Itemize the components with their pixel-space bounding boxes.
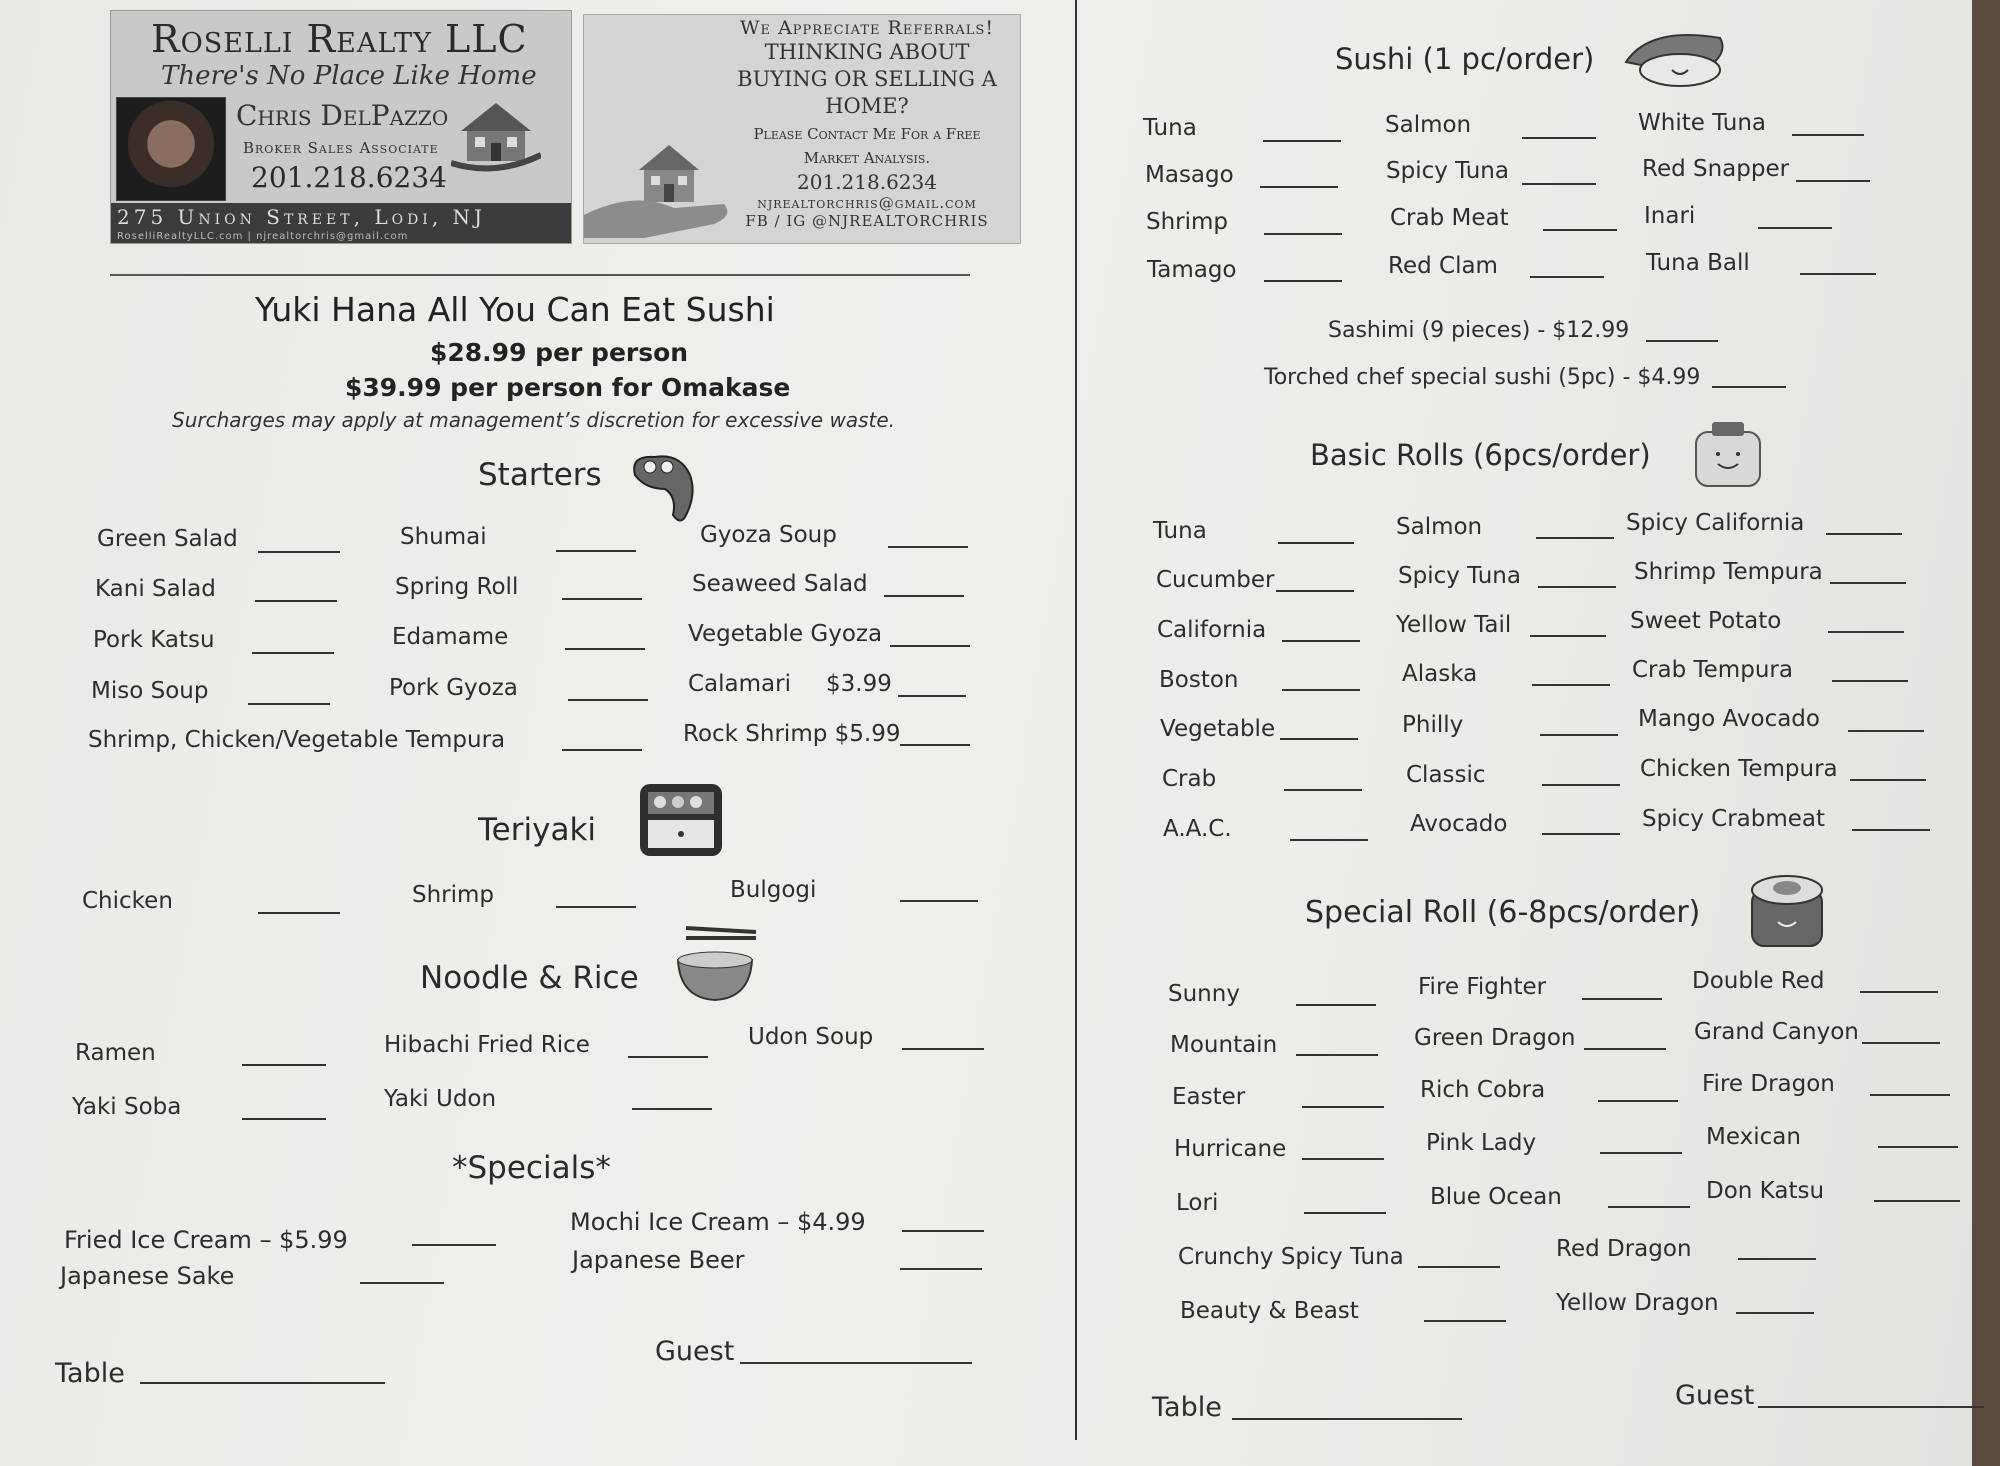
order-blank[interactable] xyxy=(258,912,340,914)
order-blank[interactable] xyxy=(1280,738,1358,740)
referral-social: FB / IG @NJREALTORCHRIS xyxy=(745,212,989,230)
order-blank[interactable] xyxy=(1290,839,1368,841)
ramen-bowl-icon xyxy=(672,922,758,1004)
starter-item: Green Salad xyxy=(97,526,238,552)
guest-count-field[interactable] xyxy=(740,1362,972,1364)
order-blank[interactable] xyxy=(900,900,978,902)
special-roll-item: Rich Cobra xyxy=(1420,1077,1546,1103)
order-blank[interactable] xyxy=(1738,1258,1816,1260)
bento-box-icon xyxy=(638,780,724,860)
starter-item: Pork Katsu xyxy=(93,627,215,653)
guest-count-field[interactable] xyxy=(1758,1406,1984,1408)
referral-line-1: THINKING ABOUT xyxy=(764,40,970,64)
referral-headline: We Appreciate Referrals! xyxy=(740,17,994,39)
order-blank[interactable] xyxy=(628,1056,708,1058)
basic-roll-item: Sweet Potato xyxy=(1630,608,1782,634)
order-blank[interactable] xyxy=(1296,1054,1378,1056)
order-blank[interactable] xyxy=(902,1230,984,1232)
maki-roll-icon xyxy=(1690,418,1766,490)
special-roll-item: Grand Canyon xyxy=(1694,1019,1859,1045)
agent-name: Chris DelPazzo xyxy=(236,99,449,132)
specials-heading: *Specials* xyxy=(452,1150,611,1186)
referral-line-5: Market Analysis. xyxy=(803,149,931,167)
special-roll-item: Sunny xyxy=(1168,981,1240,1007)
basic-roll-item: Avocado xyxy=(1410,811,1508,837)
order-blank[interactable] xyxy=(1870,1094,1950,1096)
order-blank[interactable] xyxy=(556,550,636,552)
order-blank[interactable] xyxy=(890,645,970,647)
sushi-item: Red Clam xyxy=(1388,253,1498,279)
teriyaki-heading: Teriyaki xyxy=(478,812,597,848)
starter-item: Edamame xyxy=(392,624,509,650)
basic-roll-item: Spicy California xyxy=(1626,510,1805,536)
special-item: Japanese Beer xyxy=(572,1246,745,1274)
order-blank[interactable] xyxy=(255,600,337,602)
menu-title: Yuki Hana All You Can Eat Sushi xyxy=(255,290,775,329)
order-blank[interactable] xyxy=(1264,280,1342,282)
surcharge-note: Surcharges may apply at management’s discretion for excessive waste. xyxy=(172,408,896,432)
special-roll-item: Fire Fighter xyxy=(1418,974,1547,1000)
basic-roll-item: Classic xyxy=(1406,762,1486,788)
starter-item: Spring Roll xyxy=(395,574,519,600)
order-blank[interactable] xyxy=(1522,137,1596,139)
order-blank[interactable] xyxy=(1584,1048,1666,1050)
basic-roll-item: Mango Avocado xyxy=(1638,706,1820,732)
basic-roll-item: Yellow Tail xyxy=(1396,612,1512,638)
starter-item: Pork Gyoza xyxy=(389,675,518,701)
office-address: 275 Union Street, Lodi, NJ xyxy=(117,205,487,229)
special-item: Fried Ice Cream – $5.99 xyxy=(64,1226,348,1254)
order-blank[interactable] xyxy=(242,1118,326,1120)
order-blank[interactable] xyxy=(1852,829,1930,831)
basic-roll-item: Crab xyxy=(1162,766,1217,792)
basic-roll-item: California xyxy=(1157,617,1267,643)
referral-phone: 201.218.6234 xyxy=(797,170,937,194)
order-blank[interactable] xyxy=(1302,1106,1384,1108)
sushi-item: White Tuna xyxy=(1638,110,1766,136)
special-roll-item: Green Dragon xyxy=(1414,1025,1576,1051)
special-roll-item: Beauty & Beast xyxy=(1180,1298,1359,1324)
order-blank[interactable] xyxy=(900,744,970,746)
sushi-item: Tuna xyxy=(1143,115,1197,141)
agent-role: Broker Sales Associate xyxy=(243,139,439,157)
table-number-field[interactable] xyxy=(1232,1418,1462,1420)
house-in-hand-icon xyxy=(451,93,541,173)
special-roll-item: Double Red xyxy=(1692,968,1825,994)
order-blank[interactable] xyxy=(1736,1312,1814,1314)
referral-line-2: BUYING OR SELLING A xyxy=(737,67,997,91)
sushi-item: Salmon xyxy=(1385,112,1472,138)
teriyaki-item: Chicken xyxy=(82,888,173,914)
referral-line-3: HOME? xyxy=(825,94,909,118)
special-roll-item: Don Katsu xyxy=(1706,1178,1825,1204)
order-blank[interactable] xyxy=(1304,1212,1386,1214)
starter-item: Shrimp, Chicken/Vegetable Tempura xyxy=(88,727,506,753)
sushi-item: Tamago xyxy=(1147,257,1237,283)
starter-item: Kani Salad xyxy=(95,576,216,602)
special-roll-item: Lori xyxy=(1176,1190,1219,1216)
basic-roll-item: Tuna xyxy=(1153,518,1207,544)
sashimi-item: Sashimi (9 pieces) - $12.99 xyxy=(1328,318,1630,343)
order-blank[interactable] xyxy=(1800,273,1876,275)
starter-item: Vegetable Gyoza xyxy=(688,621,883,647)
order-blank[interactable] xyxy=(1543,229,1617,231)
special-roll-item: Red Dragon xyxy=(1556,1236,1692,1262)
basic-roll-item: Spicy Crabmeat xyxy=(1642,806,1826,832)
realty-tagline: There's No Place Like Home xyxy=(161,61,537,91)
noodle-item: Hibachi Fried Rice xyxy=(384,1032,590,1058)
order-blank[interactable] xyxy=(1878,1146,1958,1148)
order-blank[interactable] xyxy=(1532,684,1610,686)
guest-label: Guest xyxy=(1675,1380,1755,1411)
realty-ad xyxy=(110,10,572,244)
special-roll-item: Blue Ocean xyxy=(1430,1184,1562,1210)
order-blank[interactable] xyxy=(884,595,964,597)
order-blank[interactable] xyxy=(1282,640,1360,642)
table-label: Table xyxy=(55,1358,125,1389)
order-blank[interactable] xyxy=(1530,635,1606,637)
order-blank[interactable] xyxy=(1260,186,1338,188)
order-blank[interactable] xyxy=(258,551,340,553)
order-blank[interactable] xyxy=(1530,276,1604,278)
noodle-item: Udon Soup xyxy=(748,1024,874,1050)
order-blank[interactable] xyxy=(1540,734,1618,736)
basic-roll-item: Salmon xyxy=(1396,514,1483,540)
order-blank[interactable] xyxy=(242,1064,326,1066)
kani-mascot-icon xyxy=(625,445,705,525)
hand-holding-house-icon xyxy=(584,120,734,240)
office-web-email: RoselliRealtyLLC.com | njrealtorchris@gmail.com xyxy=(117,231,409,242)
referral-line-4: Please Contact Me For a Free xyxy=(753,125,981,143)
sushi-item: Masago xyxy=(1145,162,1234,188)
order-blank[interactable] xyxy=(1278,542,1354,544)
basic-roll-item: Chicken Tempura xyxy=(1640,756,1838,782)
special-roll-item: Mountain xyxy=(1170,1032,1278,1058)
order-blank[interactable] xyxy=(565,648,645,650)
order-blank[interactable] xyxy=(898,695,966,697)
sushi-heading: Sushi (1 pc/order) xyxy=(1335,42,1595,76)
basic-roll-item: Philly xyxy=(1402,712,1464,738)
order-blank[interactable] xyxy=(1828,631,1904,633)
order-blank[interactable] xyxy=(1608,1206,1690,1208)
agent-photo xyxy=(116,97,226,201)
order-blank[interactable] xyxy=(562,749,642,751)
order-blank[interactable] xyxy=(1542,833,1620,835)
order-blank[interactable] xyxy=(1302,1158,1384,1160)
order-blank[interactable] xyxy=(412,1244,496,1246)
starter-item: Miso Soup xyxy=(91,678,209,704)
noodle-item: Yaki Soba xyxy=(72,1094,182,1120)
referral-ad xyxy=(583,14,1021,244)
order-blank[interactable] xyxy=(1582,998,1662,1000)
price-regular: $28.99 per person xyxy=(430,338,689,367)
special-roll-item: Pink Lady xyxy=(1426,1130,1537,1156)
order-blank[interactable] xyxy=(1874,1200,1960,1202)
starter-item: Seaweed Salad xyxy=(692,571,868,597)
order-blank[interactable] xyxy=(1712,386,1786,388)
order-blank[interactable] xyxy=(360,1282,444,1284)
order-blank[interactable] xyxy=(1826,533,1902,535)
guest-label: Guest xyxy=(655,1336,735,1367)
noodle-item: Ramen xyxy=(75,1040,156,1066)
special-item: Japanese Sake xyxy=(60,1262,235,1290)
realty-company: Roselli Realty LLC xyxy=(151,17,528,61)
sushi-item: Spicy Tuna xyxy=(1386,158,1509,184)
special-rolls-heading: Special Roll (6-8pcs/order) xyxy=(1305,895,1701,930)
special-roll-item: Fire Dragon xyxy=(1702,1071,1835,1097)
special-roll-icon xyxy=(1742,870,1832,950)
order-blank[interactable] xyxy=(1792,134,1864,136)
noodle-item: Yaki Udon xyxy=(384,1086,497,1112)
agent-phone: 201.218.6234 xyxy=(251,161,447,194)
order-blank[interactable] xyxy=(1284,789,1362,791)
torched-sushi-item: Torched chef special sushi (5pc) - $4.99 xyxy=(1264,365,1701,390)
order-blank[interactable] xyxy=(1276,590,1354,592)
order-blank[interactable] xyxy=(556,906,636,908)
order-blank[interactable] xyxy=(1860,991,1938,993)
special-roll-item: Easter xyxy=(1172,1084,1246,1110)
order-blank[interactable] xyxy=(900,1268,982,1270)
order-blank[interactable] xyxy=(1758,227,1832,229)
order-blank[interactable] xyxy=(1538,586,1616,588)
nigiri-sushi-icon xyxy=(1620,22,1730,90)
column-divider xyxy=(1075,0,1077,1440)
order-blank[interactable] xyxy=(1264,233,1342,235)
calamari-price: $3.99 xyxy=(826,671,892,697)
basic-roll-item: Alaska xyxy=(1402,661,1478,687)
sushi-item: Tuna Ball xyxy=(1646,250,1750,276)
teriyaki-item: Shrimp xyxy=(412,882,495,908)
starter-item: Gyoza Soup xyxy=(700,522,837,548)
order-blank[interactable] xyxy=(1830,582,1906,584)
order-blank[interactable] xyxy=(1796,180,1870,182)
basic-roll-item: Shrimp Tempura xyxy=(1634,559,1823,585)
price-omakase: $39.99 per person for Omakase xyxy=(345,373,791,402)
order-blank[interactable] xyxy=(1424,1320,1506,1322)
basic-roll-item: Boston xyxy=(1159,667,1239,693)
order-blank[interactable] xyxy=(1598,1100,1678,1102)
sushi-item: Shrimp xyxy=(1146,209,1229,235)
special-item: Mochi Ice Cream – $4.99 xyxy=(570,1208,866,1236)
order-blank[interactable] xyxy=(1522,183,1596,185)
referral-email: njrealtorchris@gmail.com xyxy=(757,194,977,212)
order-blank[interactable] xyxy=(902,1048,984,1050)
special-roll-item: Yellow Dragon xyxy=(1556,1290,1719,1316)
order-blank[interactable] xyxy=(1296,1004,1376,1006)
table-number-field[interactable] xyxy=(140,1382,385,1384)
noodle-rice-heading: Noodle & Rice xyxy=(420,960,639,996)
order-blank[interactable] xyxy=(1282,689,1360,691)
table-label: Table xyxy=(1152,1392,1222,1423)
order-blank[interactable] xyxy=(1646,340,1718,342)
order-blank[interactable] xyxy=(1536,537,1614,539)
order-blank[interactable] xyxy=(1418,1266,1500,1268)
order-blank[interactable] xyxy=(1862,1042,1940,1044)
basic-roll-item: Cucumber xyxy=(1156,567,1275,593)
sushi-item: Inari xyxy=(1644,203,1696,229)
order-blank[interactable] xyxy=(632,1108,712,1110)
order-blank[interactable] xyxy=(888,546,968,548)
order-blank[interactable] xyxy=(1832,680,1908,682)
order-blank[interactable] xyxy=(568,699,648,701)
order-blank[interactable] xyxy=(1263,140,1341,142)
order-blank[interactable] xyxy=(1850,779,1926,781)
starters-heading: Starters xyxy=(478,457,602,493)
order-blank[interactable] xyxy=(1848,730,1924,732)
order-blank[interactable] xyxy=(248,703,330,705)
order-blank[interactable] xyxy=(252,652,334,654)
starter-item: Calamari xyxy=(688,671,791,697)
order-blank[interactable] xyxy=(1600,1152,1682,1154)
sushi-item: Red Snapper xyxy=(1642,156,1790,182)
special-roll-item: Crunchy Spicy Tuna xyxy=(1178,1244,1404,1270)
starter-item: Shumai xyxy=(400,524,487,550)
sushi-item: Crab Meat xyxy=(1390,205,1509,231)
basic-roll-item: Crab Tempura xyxy=(1632,657,1793,683)
basic-rolls-heading: Basic Rolls (6pcs/order) xyxy=(1310,438,1651,472)
special-roll-item: Hurricane xyxy=(1174,1136,1287,1162)
basic-roll-item: A.A.C. xyxy=(1163,816,1232,842)
starter-item: Rock Shrimp $5.99 xyxy=(683,721,901,747)
header-rule xyxy=(110,274,970,276)
basic-roll-item: Vegetable xyxy=(1160,716,1276,742)
order-blank[interactable] xyxy=(1542,784,1620,786)
order-blank[interactable] xyxy=(562,598,642,600)
teriyaki-item: Bulgogi xyxy=(730,877,817,903)
basic-roll-item: Spicy Tuna xyxy=(1398,563,1521,589)
special-roll-item: Mexican xyxy=(1706,1124,1801,1150)
